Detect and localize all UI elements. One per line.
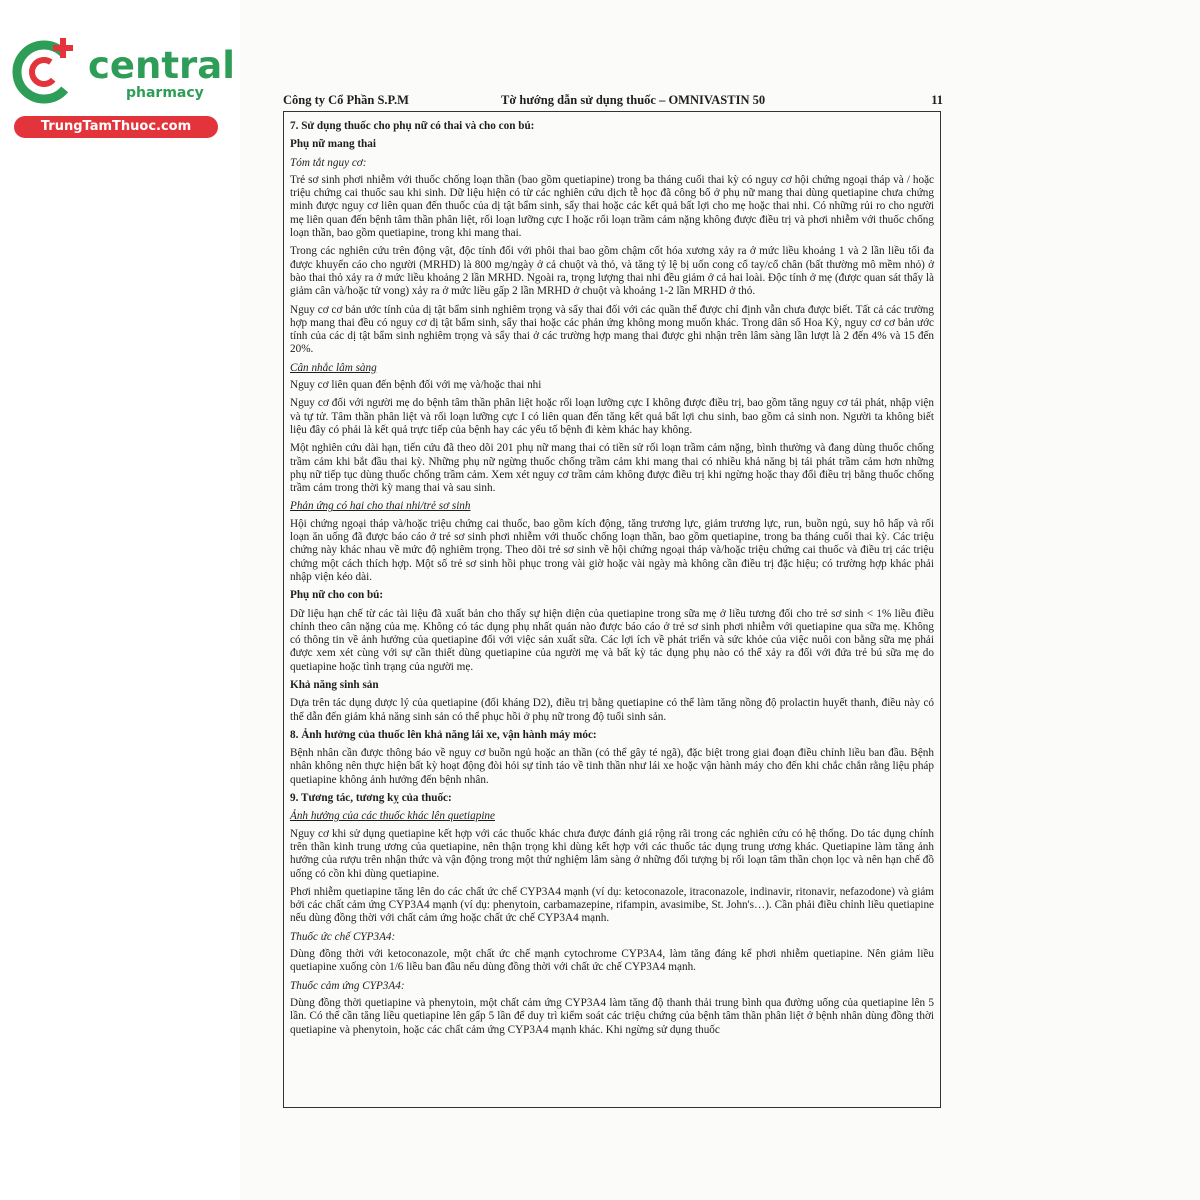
effects-other-drugs-label: Ảnh hưởng của các thuốc khác lên quetiapine (290, 810, 495, 823)
paragraph: Phơi nhiễm quetiapine tăng lên do các chất ức chế CYP3A4 mạnh (ví dụ: ketoconazole, itraconazole, indinavir, ritonavir, nefazodone) và giảm bởi các chất cảm ứng CYP3A4 mạnh (ví dụ: phenytoin, carbamazepine, rifampin, avasimibe, St. John's…). Cần phải điều chỉnh liều quetiapine nếu dùng đồng thời với chất cảm ứng hoặc chất ức chế CYP3A4 mạnh. (290, 885, 934, 925)
brand-subtitle: pharmacy (126, 85, 204, 101)
paragraph: Hội chứng ngoại tháp và/hoặc triệu chứng cai thuốc, bao gồm kích động, tăng trương lực, giảm trương lực, run, buồn ngủ, suy hô hấp và rối loạn ăn uống đã được báo cáo ở trẻ sơ sinh phơi nhiễm với thuốc chống loạn thần, bao gồm quetiapine, trong ba tháng cuối thai kỳ. Các triệu chứng này khác nhau về mức độ nghiêm trọng. Theo dõi trẻ sơ sinh về hội chứng ngoại tháp và/hoặc triệu chứng cai thuốc và điều trị các triệu chứng một cách thích hợp. Một số trẻ sơ sinh hồi phục trong vài giờ hoặc vài ngày mà không cần điều trị đặc hiệu; có trường hợp khác phải nhập viện kéo dài. (290, 517, 934, 583)
paragraph: Dữ liệu hạn chế từ các tài liệu đã xuất bản cho thấy sự hiện diện của quetiapine trong sữa mẹ ở liều tương đối cho trẻ sơ sinh < 1% liều điều chỉnh theo cân nặng của mẹ. Không có tác dụng phụ nhất quán nào được báo cáo ở trẻ sơ sinh phơi nhiễm với quetiapine qua sữa mẹ. Không có thông tin về ảnh hưởng của quetiapine đối với việc sản xuất sữa. Các lợi ích về phát triển và sức khỏe của việc nuôi con bằng sữa mẹ phải được xem xét cùng với sự cần thiết dùng quetiapine của người mẹ và bất kỳ tác dụng phụ nào có thể xảy ra đối với đứa trẻ bú sữa mẹ do quetiapine hoặc tình trạng của người mẹ. (290, 607, 934, 673)
central-pharmacy-logo (8, 34, 235, 139)
company-name: Công ty Cổ Phần S.P.M (283, 93, 409, 107)
paragraph: Trong các nghiên cứu trên động vật, độc tính đối với phôi thai bao gồm chậm cốt hóa xương xảy ra ở mức liều khoảng 1 và 2 lần liều tối đa được khuyến cáo cho người (MRHD) là 800 mg/ngày ở cả chuột và thỏ, và tăng tỷ lệ bị uốn cong cổ tay/cổ chân (bất thường mô mềm nhỏ) ở bào thai thỏ xảy ra ở mức liều khoảng 2 lần MRHD. Ngoài ra, trọng lượng thai nhi đều giảm ở cả hai loài. Độc tính ở mẹ (được quan sát thấy là giảm cân và/hoặc tử vong) xảy ra ở mức liều gấp 2 lần MRHD ở chuột và khoảng 1-2 lần MRHD ở thỏ. (290, 245, 934, 298)
section-8-heading: 8. Ảnh hưởng của thuốc lên khả năng lái xe, vận hành máy móc: (290, 728, 597, 741)
pregnancy-heading: Phụ nữ mang thai (290, 138, 376, 151)
section-9-heading: 9. Tương tác, tương kỵ của thuốc: (290, 792, 452, 805)
site-badge: TrungTamThuoc.com (14, 116, 218, 138)
paragraph: Nguy cơ cơ bản ước tính của dị tật bẩm sinh nghiêm trọng và sẩy thai đối với các quần thể được chỉ định vẫn chưa được biết. Tất cả các trường hợp mang thai đều có nguy cơ dị tật bẩm sinh, sẩy thai hoặc các phản ứng không mong muốn khác. Trong dân số Hoa Kỳ, nguy cơ cơ bản ước tính của các dị tật bẩm sinh nghiêm trọng và sẩy thai ở các trường hợp mang thai được ghi nhận trên lâm sàng lần lượt là 2 đến 4% và 15 đến 20%. (290, 303, 934, 356)
clinical-considerations-label: Cân nhắc lâm sàng (290, 361, 377, 374)
fertility-heading: Khả năng sinh sản (290, 678, 379, 691)
paragraph: Trẻ sơ sinh phơi nhiễm với thuốc chống loạn thần (bao gồm quetiapine) trong ba tháng cuối thai kỳ có nguy cơ hội chứng ngoại tháp và / hoặc triệu chứng cai thuốc sau khi sinh. Dữ liệu hiện có từ các nghiên cứu dịch tễ học đã công bố ở phụ nữ mang thai dùng quetiapine chưa chứng minh được nguy cơ liên quan đến thuốc của dị tật bẩm sinh, sẩy thai hoặc các kết quả bất lợi cho mẹ hoặc thai nhi. Có những rủi ro cho người mẹ liên quan đến bệnh tâm thần phân liệt, rối loạn lưỡng cực I hoặc rối loạn trầm cảm nặng không được điều trị và phơi nhiễm với thuốc chống loạn thần, bao gồm quetiapine, trong khi mang thai. (290, 173, 934, 240)
document-title: Tờ hướng dẫn sử dụng thuốc – OMNIVASTIN 50 (501, 93, 766, 107)
paragraph: Một nghiên cứu dài hạn, tiến cứu đã theo dõi 201 phụ nữ mang thai có tiền sử rối loạn trầm cảm nặng, bình thường và đang dùng thuốc chống trầm cảm khi bắt đầu thai kỳ. Những phụ nữ ngừng thuốc chống trầm cảm khi mang thai có nhiều khả năng bị tái phát trầm cảm hơn những phụ nữ tiếp tục dùng thuốc chống trầm cảm. Xem xét nguy cơ trầm cảm không được điều trị khi ngừng hoặc thay đổi điều trị bằng thuốc chống trầm cảm trong thời kỳ mang thai và sau sinh. (290, 442, 934, 495)
paragraph: Nguy cơ liên quan đến bệnh đối với mẹ và/hoặc thai nhi (290, 379, 542, 392)
adverse-reactions-label: Phản ứng có hại cho thai nhi/trẻ sơ sinh (290, 500, 471, 513)
paragraph: Nguy cơ đối với người mẹ do bệnh tâm thần phân liệt hoặc rối loạn lưỡng cực I không được điều trị, bao gồm tăng nguy cơ tái phát, nhập viện và tự tử. Tâm thần phân liệt và rối loạn lưỡng cực I có liên quan đến tăng kết quả bất lợi chu sinh, bao gồm cả sinh non. Người ta không biết liệu đây có phải là kết quả trực tiếp của bệnh hay các yếu tố bệnh đi kèm khác hay không. (290, 397, 934, 436)
paragraph: Dùng đồng thời với ketoconazole, một chất ức chế mạnh cytochrome CYP3A4, làm tăng đáng kể phơi nhiễm quetiapine. Nên giảm liều quetiapine xuống còn 1/6 liều ban đầu nếu dùng đồng thời với chất ức chế CYP3A4 mạnh. (290, 948, 934, 974)
cyp3a4-inducers-label: Thuốc cảm ứng CYP3A4: (290, 979, 405, 992)
lactation-heading: Phụ nữ cho con bú: (290, 589, 384, 602)
page-header (283, 93, 943, 111)
risk-summary-label: Tóm tắt nguy cơ: (290, 156, 367, 169)
document-body (283, 111, 941, 1108)
page-number: 11 (931, 93, 943, 107)
paragraph: Nguy cơ khi sử dụng quetiapine kết hợp với các thuốc khác chưa được đánh giá rộng rãi trong các nghiên cứu có hệ thống. Do tác dụng chính trên thần kinh trung ương của quetiapine, nên thận trọng khi dùng kết hợp với các thuốc tác dụng trung ương khác. Quetiapine làm tăng ảnh hưởng của rượu trên nhận thức và vận động trong một thử nghiệm lâm sàng ở những đối tượng bị rối loạn tâm thần chọn lọc và nên hạn chế đồ uống có cồn khi dùng quetiapine. (290, 827, 934, 880)
paragraph: Dùng đồng thời quetiapine và phenytoin, một chất cảm ứng CYP3A4 làm tăng độ thanh thải trung bình qua đường uống của quetiapine lên 5 lần. Có thể cần tăng liều quetiapine lên gấp 5 lần để duy trì kiểm soát các triệu chứng của bệnh tâm thần phân liệt ở bệnh nhân dùng đồng thời quetiapine và phenytoin, hoặc các chất cảm ứng CYP3A4 mạnh khác. Khi ngừng sử dụng thuốc (290, 996, 934, 1036)
cyp3a4-inhibitors-label: Thuốc ức chế CYP3A4: (290, 930, 396, 943)
brand-name: central (88, 44, 235, 87)
paragraph: Dựa trên tác dụng dược lý của quetiapine (đối kháng D2), điều trị bằng quetiapine có thể làm tăng nồng độ prolactin huyết thanh, điều này có thể dẫn đến giảm khả năng sinh sản có thể phục hồi ở phụ nữ trong độ tuổi sinh sản. (290, 697, 934, 723)
paragraph: Bệnh nhân cần được thông báo về nguy cơ buồn ngủ hoặc an thần (có thể gây té ngã), đặc biệt trong giai đoạn điều chỉnh liều ban đầu. Bệnh nhân không nên thực hiện bất kỳ hoạt động đòi hỏi sự tỉnh táo về tinh thần như lái xe hoặc vận hành máy cho đến khi chắc chắn rằng liệu pháp quetiapine không ảnh hưởng đến bệnh nhân. (290, 747, 934, 786)
pharmacy-cross-icon (8, 34, 88, 114)
section-7-heading: 7. Sử dụng thuốc cho phụ nữ có thai và cho con bú: (290, 120, 535, 132)
